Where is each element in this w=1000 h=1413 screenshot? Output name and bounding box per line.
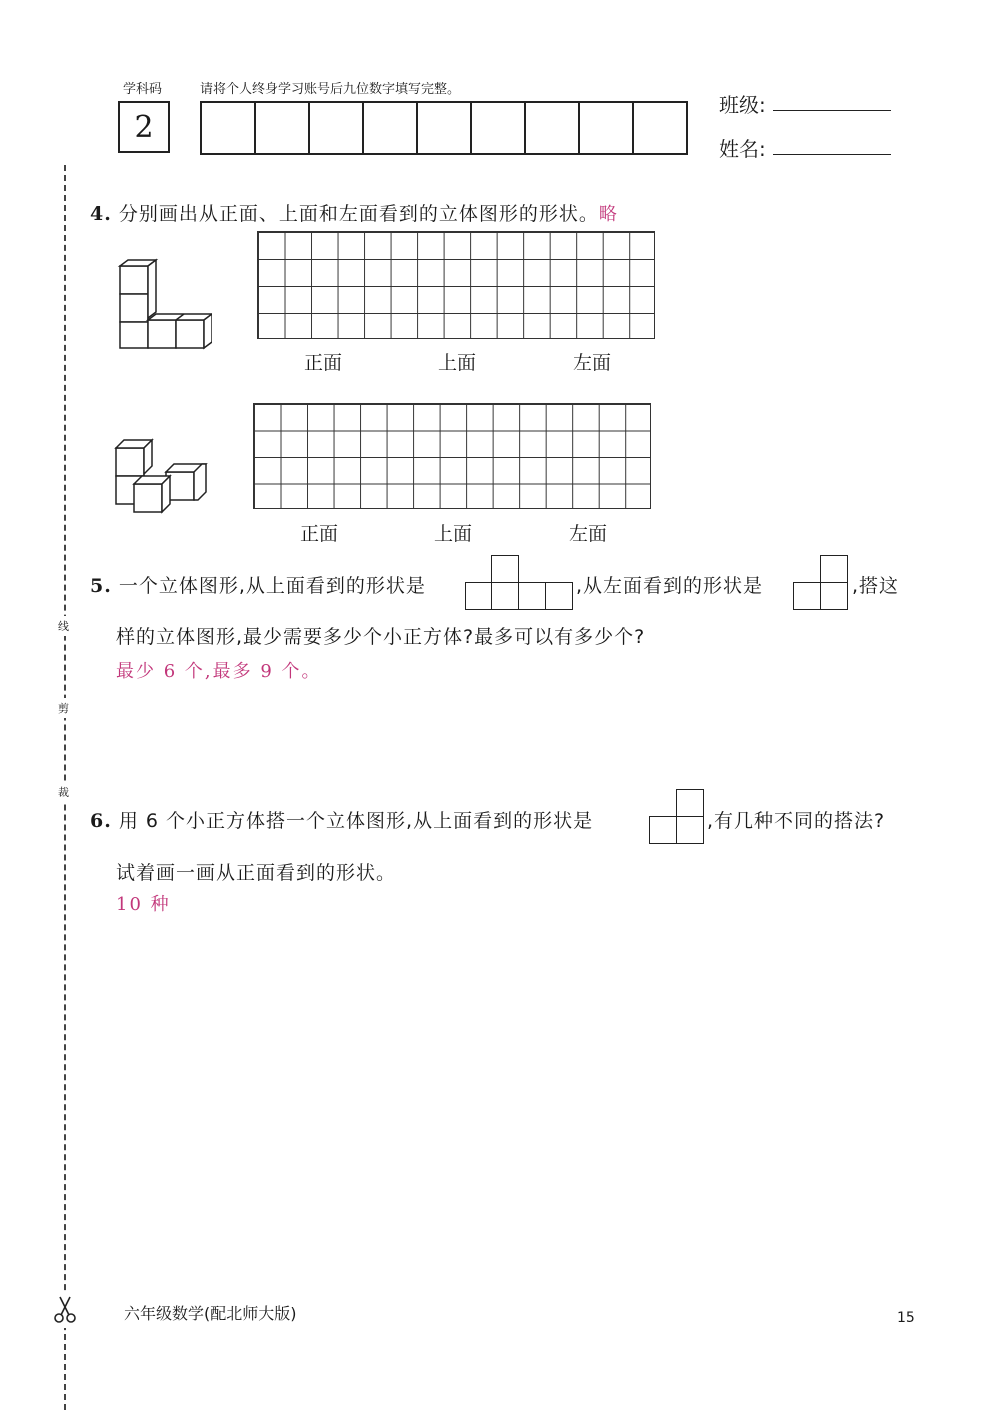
class-field[interactable] — [773, 90, 891, 111]
scissors-icon — [52, 1294, 78, 1328]
digit-box[interactable] — [310, 103, 364, 153]
view-label-front: 正面 — [300, 523, 339, 545]
drawing-grid-1[interactable] — [257, 231, 655, 339]
class-label: 班级: — [719, 93, 766, 117]
answer-text: 最少 6 个,最多 9 个。 — [116, 661, 322, 682]
question-text: 一个立体图形,从上面看到的形状是 — [118, 575, 426, 597]
drawing-grid-2[interactable] — [253, 403, 651, 509]
view-label-front: 正面 — [304, 352, 343, 374]
subject-code-label: 学科码 — [123, 82, 163, 97]
question-5-line1 — [90, 571, 426, 598]
name-field[interactable] — [773, 134, 891, 155]
question-5-mid: ,从左面看到的形状是 — [576, 575, 764, 597]
question-5-line2: 样的立体图形,最少需要多少个小正方体?最多可以有多少个? — [116, 626, 646, 648]
view-label-left: 左面 — [573, 352, 612, 374]
book-title: 六年级数学(配北师大版) — [124, 1304, 297, 1323]
digit-box[interactable] — [580, 103, 634, 153]
name-label: 姓名: — [719, 137, 766, 161]
question-number: 5. — [90, 575, 112, 597]
view-label-top: 上面 — [438, 352, 477, 374]
question-6-end: ,有几种不同的搭法? — [707, 810, 886, 832]
question-5-end: ,搭这 — [852, 575, 900, 597]
left-view-shape — [793, 555, 851, 611]
cube-figure-1 — [116, 256, 212, 354]
question-text: 分别画出从正面、上面和左面看到的立体图形的形状。 — [118, 203, 599, 225]
view-label-left: 左面 — [569, 523, 608, 545]
top-view-shape — [465, 555, 575, 611]
cut-char: 剪 — [58, 698, 69, 718]
cube-figure-2 — [112, 436, 212, 518]
answer-text: 10 种 — [116, 894, 171, 915]
question-4 — [90, 199, 619, 226]
trim-char: 裁 — [58, 782, 69, 802]
digit-box[interactable] — [202, 103, 256, 153]
question-6-line2: 试着画一画从正面看到的形状。 — [116, 862, 397, 884]
top-view-shape — [649, 789, 705, 845]
subject-code-box: 2 — [118, 101, 170, 153]
question-text: 用 6 个小正方体搭一个立体图形,从上面看到的形状是 — [118, 810, 594, 832]
digit-box[interactable] — [418, 103, 472, 153]
digit-box[interactable] — [472, 103, 526, 153]
account-instruction: 请将个人终身学习账号后九位数字填写完整。 — [200, 82, 461, 97]
question-6-line1 — [90, 806, 593, 833]
digit-box[interactable] — [634, 103, 686, 153]
cut-line-char: 线 — [58, 616, 69, 636]
question-number: 4. — [90, 203, 112, 225]
page-number: 15 — [897, 1310, 915, 1326]
account-digit-boxes[interactable] — [200, 101, 688, 155]
digit-box[interactable] — [526, 103, 580, 153]
answer-text: 略 — [598, 204, 619, 225]
question-number: 6. — [90, 810, 112, 832]
digit-box[interactable] — [364, 103, 418, 153]
digit-box[interactable] — [256, 103, 310, 153]
view-label-top: 上面 — [434, 523, 473, 545]
